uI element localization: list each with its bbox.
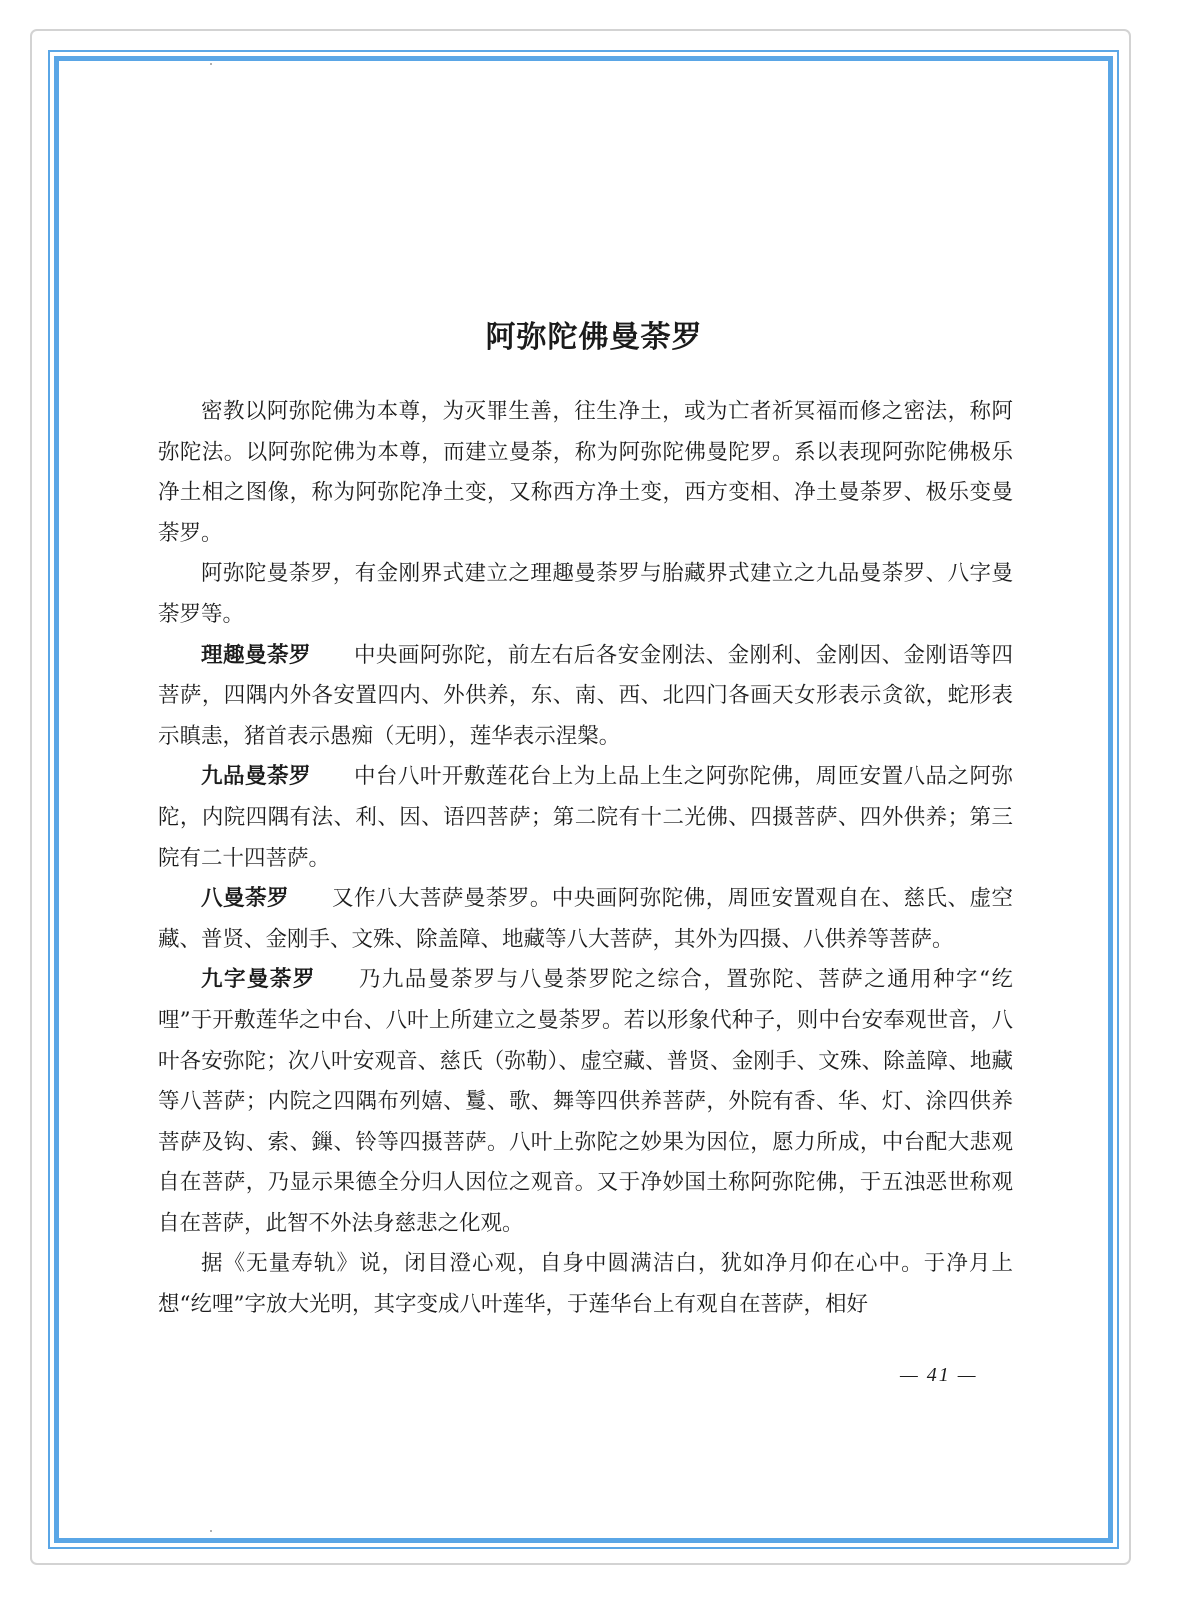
paragraph-text: 又作八大菩萨曼荼罗。中央画阿弥陀佛，周匝安置观自在、慈氏、虚空藏、普贤、金刚手、文殊、除盖障、地藏等八大菩萨，其外为四摄、八供养等菩萨。 [158,886,1013,952]
paragraph-wuliangshou [158,1244,1013,1325]
term-heading: 八曼荼罗 [201,886,289,912]
page-number: — 41 — [900,1364,978,1386]
scan-speck [210,63,212,65]
paragraph-text: 中台八叶开敷莲花台上为上品上生之阿弥陀佛，周匝安置八品之阿弥陀，内院四隅有法、利、因、语四菩萨；第二院有十二光佛、四摄菩萨、四外供养；第三院有二十四菩萨。 [158,764,1013,871]
paragraph-ba [158,879,1013,960]
paragraph-types [158,554,1013,635]
paragraph-jiuzi [158,960,1013,1244]
paragraph-text: 阿弥陀曼荼罗，有金刚界式建立之理趣曼荼罗与胎藏界式建立之九品曼荼罗、八字曼荼罗等。 [158,561,1013,627]
term-heading: 理趣曼荼罗 [201,642,311,668]
paragraph-jiupin [158,757,1013,879]
term-heading: 九品曼荼罗 [201,764,311,790]
body-text [158,392,1013,1326]
paragraph-intro [158,392,1013,554]
scan-speck [210,1530,212,1532]
paragraph-text: 密教以阿弥陀佛为本尊，为灭罪生善，往生净土，或为亡者祈冥福而修之密法，称阿弥陀法。以阿弥陀佛为本尊，而建立曼荼，称为阿弥陀佛曼陀罗。系以表现阿弥陀佛极乐净土相之图像，称为阿弥陀净土变，又称西方净土变，西方变相、净土曼荼罗、极乐变曼荼罗。 [158,399,1013,546]
paragraph-text: 中央画阿弥陀，前左右后各安金刚法、金刚利、金刚因、金刚语等四菩萨，四隅内外各安置四内、外供养，东、南、西、北四门各画天女形表示贪欲，蛇形表示瞋恚，猪首表示愚痴（无明），莲华表示涅槃。 [158,642,1013,749]
paragraph-liqu [158,636,1013,758]
paragraph-text: 乃九品曼荼罗与八曼荼罗陀之综合，置弥陀、菩萨之通用种字“纥哩”于开敷莲华之中台、八叶上所建立之曼荼罗。若以形象代种子，则中台安奉观世音，八叶各安弥陀；次八叶安观音、慈氏（弥勒）、虚空藏、普贤、金刚手、文殊、除盖障、地藏等八菩萨；内院之四隅布列嬉、鬘、歌、舞等四供养菩萨，外院有香、华、灯、涂四供养菩萨及钩、索、鏁、铃等四摄菩萨。八叶上弥陀之妙果为因位，愿力所成，中台配大悲观自在菩萨，乃显示果德全分归人因位之观音。又于净妙国土称阿弥陀佛，于五浊恶世称观自在菩萨，此智不外法身慈悲之化观。 [158,967,1013,1236]
paragraph-text: 据《无量寿轨》说，闭目澄心观，自身中圆满洁白，犹如净月仰在心中。于净月上想“纥哩”字放大光明，其字变成八叶莲华，于莲华台上有观自在菩萨，相好 [158,1251,1013,1318]
page-title: 阿弥陀佛曼荼罗 [485,320,703,355]
term-heading: 九字曼荼罗 [201,967,316,993]
